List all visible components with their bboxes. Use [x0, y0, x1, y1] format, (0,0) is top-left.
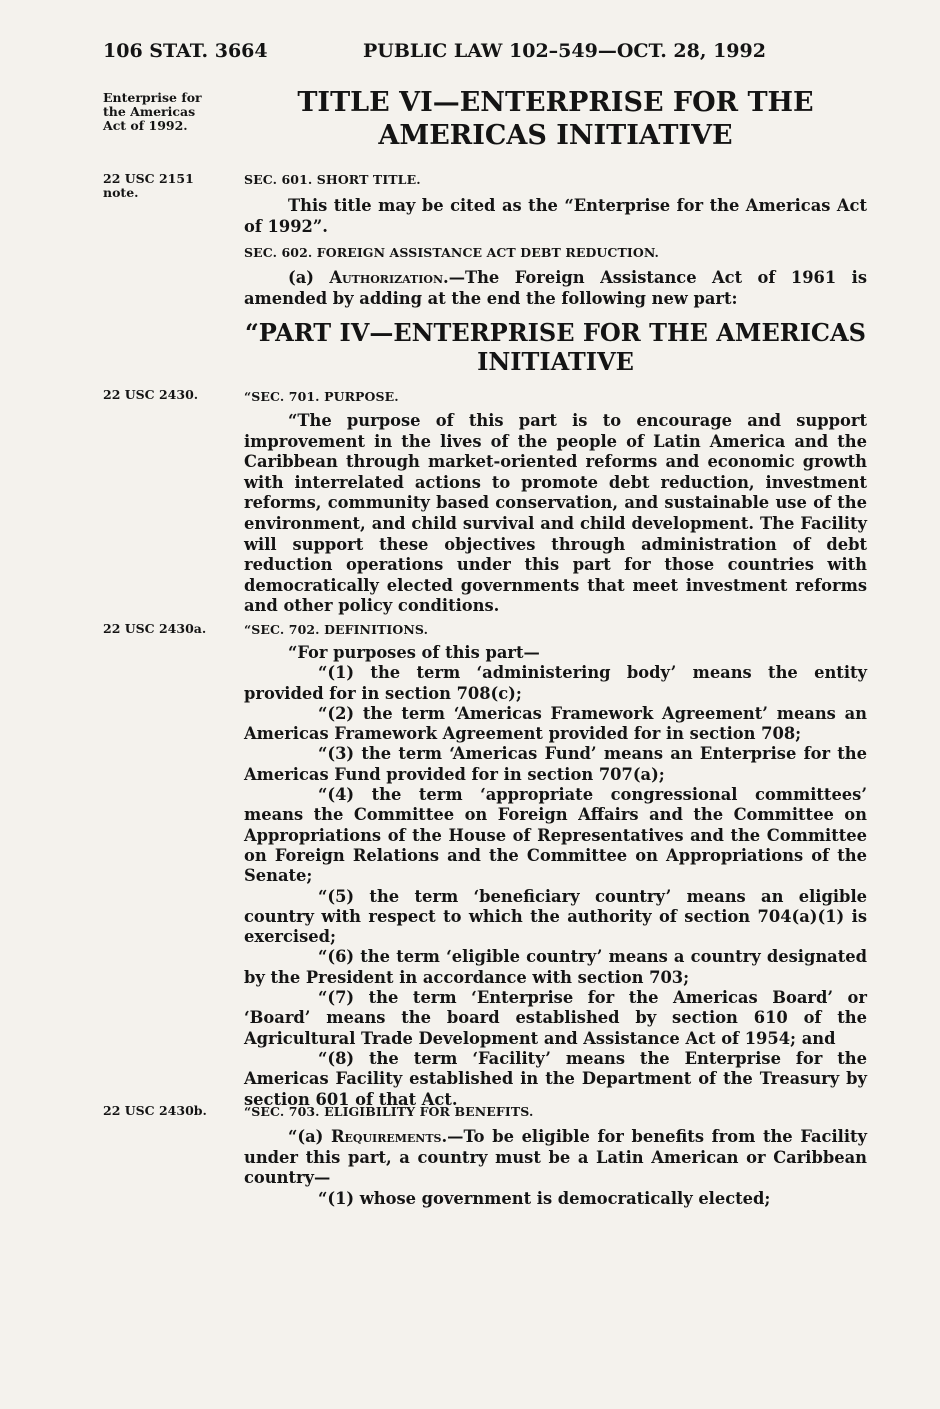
definitions-intro: “For purposes of this part—: [288, 643, 540, 662]
sec703-text: “(a) Requirements.—To be eligible for benefits from the Facility under this part, a country must be a Latin American or Caribbean country— “(1) whose government is democratically elected;: [244, 1127, 867, 1208]
margin-note-act-name: Enterprise for the Americas Act of 1992.: [103, 90, 202, 133]
sec703-heading: “SEC. 703. ELIGIBILITY FOR BENEFITS.: [244, 1104, 534, 1119]
definition-item: “(3) the term ‘Americas Fund’ means an Enterprise for the Americas Fund provided for in section 707(a);: [244, 744, 867, 784]
margin-note-sec703: 22 USC 2430b.: [103, 1103, 207, 1118]
definition-item: “(7) the term ‘Enterprise for the Americas Board’ or ‘Board’ means the board established by section 610 of the Agricultural Trade Development and Assistance Act of 1954; and: [244, 988, 867, 1048]
margin-note-sec601: 22 USC 2151 note.: [103, 171, 194, 200]
definition-item: “(2) the term ‘Americas Framework Agreement’ means an Americas Framework Agreement provided for in section 708;: [244, 703, 867, 744]
eligibility-item: “(1) whose government is democratically elected;: [318, 1188, 771, 1208]
margin-note-sec701: 22 USC 2430.: [103, 387, 199, 402]
sec702-heading: “SEC. 702. DEFINITIONS.: [244, 622, 429, 637]
sec602-heading: SEC. 602. FOREIGN ASSISTANCE ACT DEBT REDUCTION.: [244, 245, 659, 260]
sec601-text: This title may be cited as the “Enterprise for the Americas Act of 1992”.: [244, 196, 867, 236]
public-law-citation: PUBLIC LAW 102–549—OCT. 28, 1992: [363, 40, 766, 62]
definition-item: “(8) the term ‘Facility’ means the Enterprise for the Americas Facility established in the Department of the Treasury by section 601 of that Act.: [244, 1048, 867, 1109]
definition-item: “(6) the term ‘eligible country’ means a country designated by the President in accordance with section 703;: [244, 947, 867, 987]
definition-item: “(5) the term ‘beneficiary country’ means an eligible country with respect to which the authority of section 704(a)(1) is exercised;: [244, 886, 867, 947]
sec701-text: “The purpose of this part is to encourage and support improvement in the lives of the people of Latin America and the Caribbean through market-oriented reforms and economic growth with interrelated actions to promote debt reduction, investment reforms, community based conservation, and sustainable use of the environment, and child survival and child development. The Facility will support these objectives through administration of debt reduction operations under this part for those countries with democratically elected governments that meet investment reforms and other policy conditions.: [244, 411, 867, 616]
stat-page-number: 106 STAT. 3664: [103, 40, 268, 62]
definition-item: “(1) the term ‘administering body’ means the entity provided for in section 708(c);: [244, 663, 867, 703]
sec701-heading: “SEC. 701. PURPOSE.: [244, 389, 399, 404]
definition-item: “(4) the term ‘appropriate congressional committees’ means the Committee on Foreign Affairs and the Committee on Appropriations of the House of Representatives and the Committee on Foreign Relations and the Committee on Appropriations of the Senate;: [244, 785, 867, 886]
sec601-heading: SEC. 601. SHORT TITLE.: [244, 172, 421, 187]
part-heading: “PART IV—ENTERPRISE FOR THE AMERICAS INITIATIVE: [245, 318, 866, 376]
title-heading: TITLE VI—ENTERPRISE FOR THE AMERICAS INITIATIVE: [297, 87, 814, 151]
sec702-definitions: [244, 643, 867, 1110]
sec602-text: (a) Authorization.—The Foreign Assistance Act of 1961 is amended by adding at the end the following new part:: [244, 268, 868, 308]
margin-note-sec702: 22 USC 2430a.: [103, 621, 207, 636]
